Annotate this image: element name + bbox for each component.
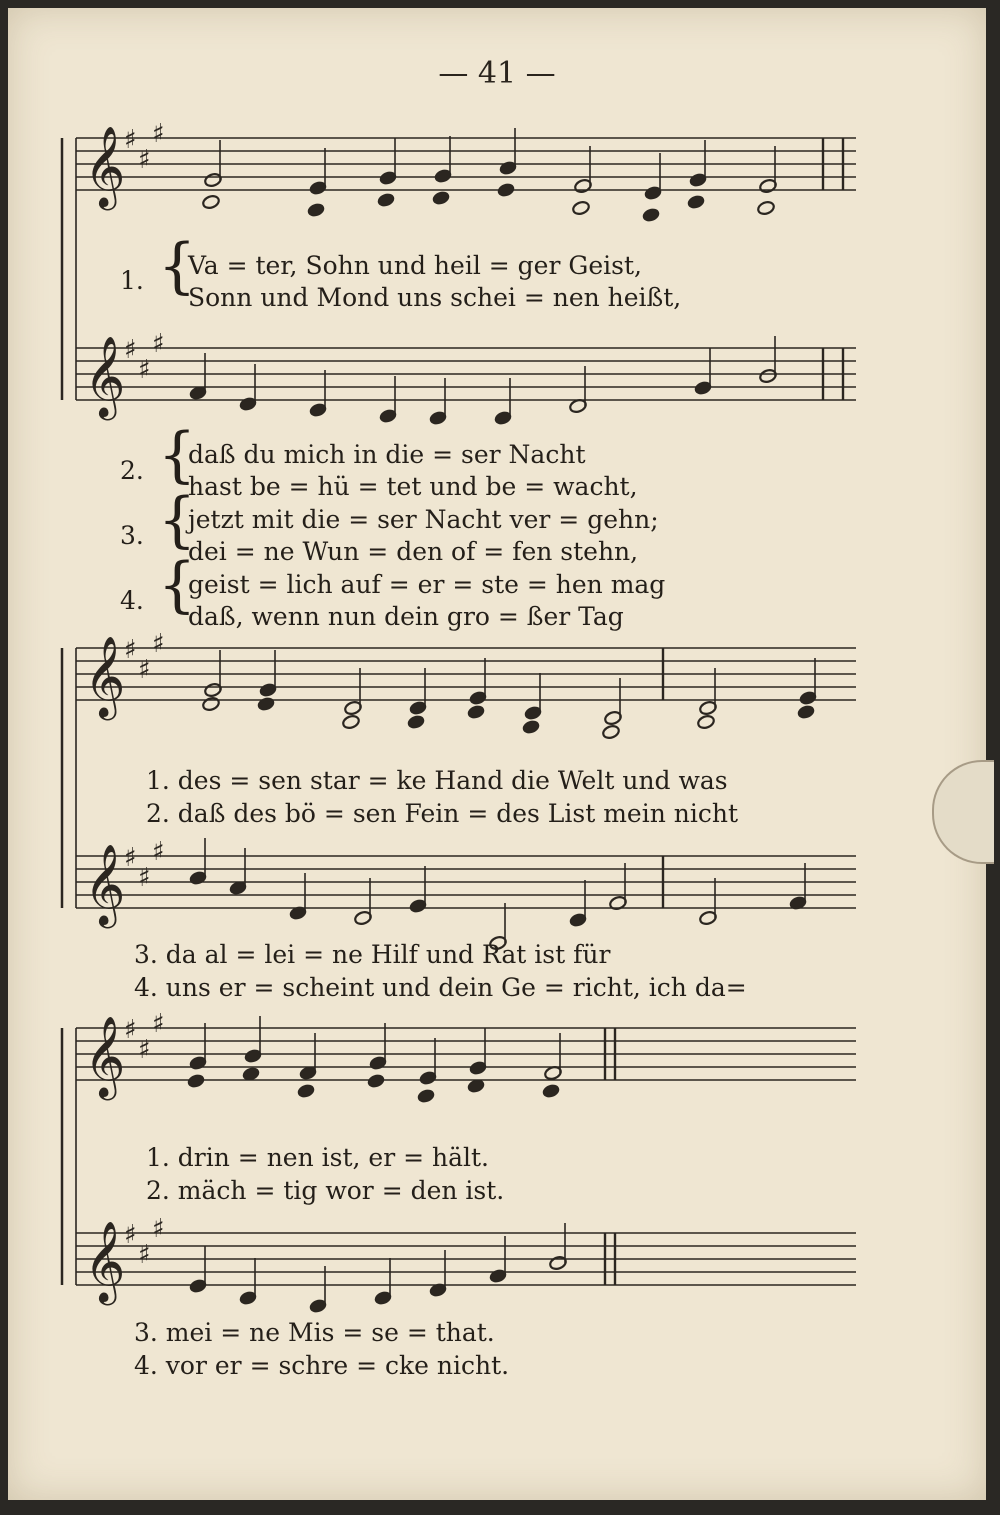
verse-number-4: 4.	[120, 586, 144, 615]
note-head	[342, 714, 361, 730]
note-head	[377, 192, 396, 208]
lyric-line: 1. des = sen star = ke Hand die Welt und was	[146, 766, 728, 795]
treble-clef: 𝄞	[84, 1015, 126, 1097]
brace: {	[158, 420, 197, 490]
note-head	[432, 190, 451, 206]
note-head	[602, 724, 621, 740]
note-head	[497, 182, 516, 198]
lyric-line: 4. vor er = schre = cke nicht.	[134, 1351, 510, 1380]
brace: {	[158, 550, 197, 620]
note-head	[367, 1073, 386, 1089]
sharp-sign: ♯	[152, 1009, 165, 1039]
lyric-line: 4. uns er = scheint und dein Ge = richt, ich da=	[134, 973, 747, 1002]
lyric-line: 1. drin = nen ist, er = hält.	[146, 1143, 489, 1172]
page-number: — 41 —	[438, 56, 556, 91]
note-head	[202, 696, 221, 712]
note-head	[757, 200, 776, 216]
lyric-line: daß du mich in die = ser Nacht	[188, 440, 586, 469]
note-head	[307, 202, 326, 218]
treble-clef: 𝄞	[84, 1220, 126, 1302]
sharp-sign: ♯	[124, 125, 137, 155]
sharp-sign: ♯	[152, 329, 165, 359]
lyric-line: Sonn und Mond uns schei = nen heißt,	[188, 283, 682, 312]
note-head	[797, 704, 816, 720]
sharp-sign: ♯	[124, 1015, 137, 1045]
verse-number-2: 2.	[120, 456, 144, 485]
lyric-line: Va = ter, Sohn und heil = ger Geist,	[188, 251, 642, 280]
note-head	[257, 696, 276, 712]
note-head	[697, 714, 716, 730]
lyric-line: 2. mäch = tig wor = den ist.	[146, 1176, 505, 1205]
treble-clef: 𝄞	[84, 125, 126, 207]
note-head	[642, 207, 661, 223]
book-page	[8, 8, 986, 1500]
note-head	[202, 194, 221, 210]
lyric-line: dei = ne Wun = den of = fen stehn,	[188, 537, 639, 566]
sharp-sign: ♯	[152, 1214, 165, 1244]
lyric-line: 2. daß des bö = sen Fein = des List mein nicht	[146, 799, 738, 828]
note-head	[467, 704, 486, 720]
sharp-sign: ♯	[138, 863, 151, 893]
sharp-sign: ♯	[124, 1220, 137, 1250]
brace: {	[158, 485, 197, 555]
note-head	[417, 1088, 436, 1104]
music-score	[8, 8, 986, 1500]
lyric-line: daß, wenn nun dein gro = ßer Tag	[188, 602, 624, 631]
sharp-sign: ♯	[152, 629, 165, 659]
sharp-sign: ♯	[138, 1240, 151, 1270]
note-head	[297, 1083, 316, 1099]
treble-clef: 𝄞	[84, 635, 126, 717]
verse-number-3: 3.	[120, 521, 144, 550]
lyric-line: jetzt mit die = ser Nacht ver = gehn;	[188, 505, 659, 534]
treble-clef: 𝄞	[84, 335, 126, 417]
sharp-sign: ♯	[138, 655, 151, 685]
sharp-sign: ♯	[124, 335, 137, 365]
sharp-sign: ♯	[138, 1035, 151, 1065]
treble-clef: 𝄞	[84, 843, 126, 925]
lyric-line: 3. da al = lei = ne Hilf und Rat ist für	[134, 940, 611, 969]
sharp-sign: ♯	[124, 843, 137, 873]
sharp-sign: ♯	[152, 119, 165, 149]
brace: {	[158, 231, 197, 301]
note-head	[542, 1083, 561, 1099]
note-head	[572, 200, 591, 216]
sharp-sign: ♯	[152, 837, 165, 867]
sharp-sign: ♯	[138, 355, 151, 385]
lyric-line: hast be = hü = tet und be = wacht,	[188, 472, 638, 501]
sharp-sign: ♯	[124, 635, 137, 665]
sharp-sign: ♯	[138, 145, 151, 175]
verse-number-1: 1.	[120, 266, 144, 295]
note-head	[522, 719, 541, 735]
note-head	[187, 1073, 206, 1089]
lyric-line: geist = lich auf = er = ste = hen mag	[188, 570, 666, 599]
note-head	[687, 194, 706, 210]
note-head	[407, 714, 426, 730]
lyric-line: 3. mei = ne Mis = se = that.	[134, 1318, 495, 1347]
